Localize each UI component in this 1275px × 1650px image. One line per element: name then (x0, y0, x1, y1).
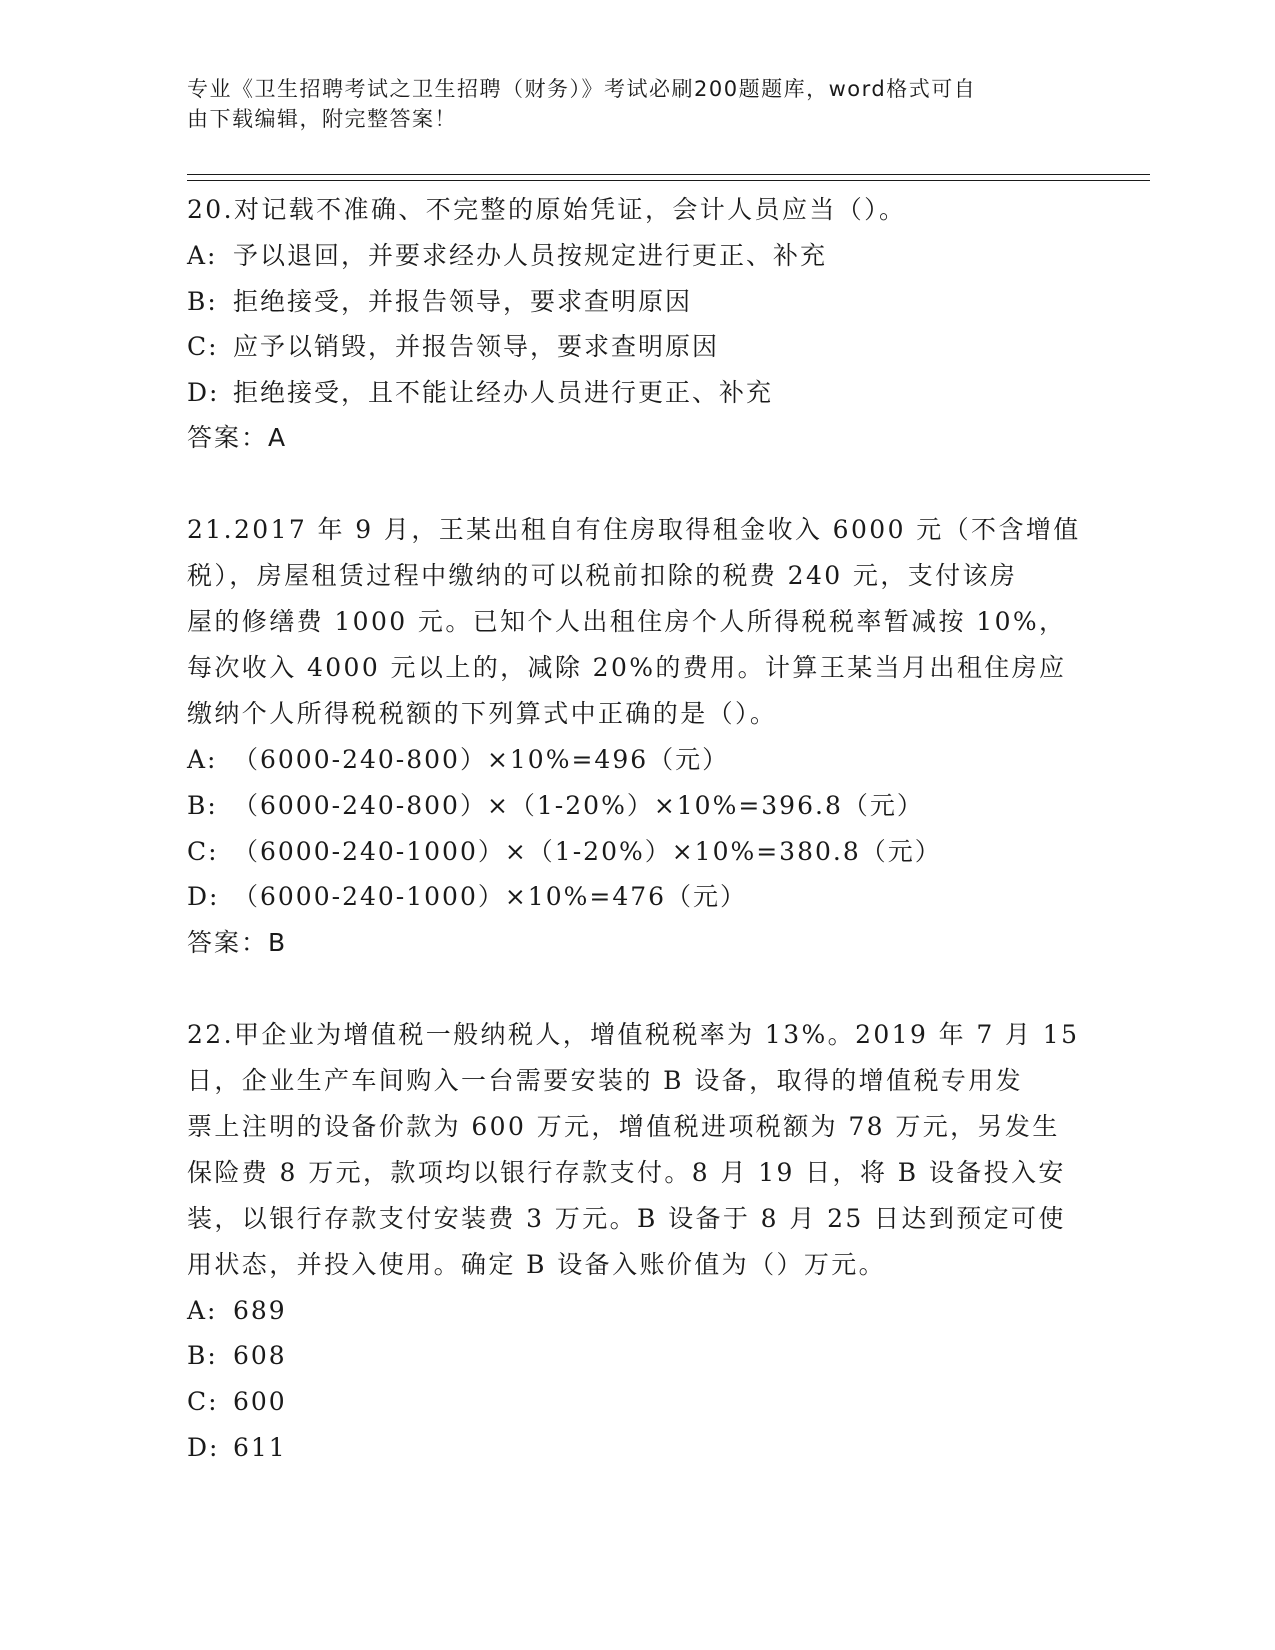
question-22 (187, 1012, 1080, 1470)
option-text: 拒绝接受，且不能让经办人员进行更正、补充 (233, 377, 774, 407)
option-text: （6000-240-800）×（1-20%）×10%=396.8（元） (233, 790, 924, 820)
option-letter: A: (187, 745, 218, 775)
option-letter: C: (187, 836, 219, 866)
option-letter: A: (187, 1295, 218, 1325)
question-text-line: 缴纳个人所得税税额的下列算式中正确的是（）。 (187, 699, 778, 729)
question-list (187, 187, 1081, 1516)
document-header (187, 74, 1067, 134)
header-divider-top (187, 174, 1150, 175)
option-text: （6000-240-1000）×10%=476（元） (233, 882, 748, 912)
question-21 (187, 507, 1081, 965)
header-line-2: 由下载编辑，附完整答案！ (187, 107, 457, 131)
option-letter: D: (187, 882, 220, 912)
option-a (187, 233, 1067, 279)
option-c (187, 829, 1067, 875)
option-d (187, 874, 1067, 920)
option-text: 应予以销毁，并报告领导，要求查明原因 (233, 332, 720, 362)
question-text-line: 屋的修缮费 1000 元。已知个人出租住房个人所得税税率暂减按 10%， (187, 607, 1067, 637)
option-text: 611 (233, 1432, 287, 1462)
option-text: （6000-240-1000）×（1-20%）×10%=380.8（元） (233, 836, 942, 866)
option-text: 拒绝接受，并报告领导，要求查明原因 (233, 286, 693, 316)
option-c (187, 324, 1067, 370)
question-text-line: 日，企业生产车间购入一台需要安装的 B 设备，取得的增值税专用发 (187, 1065, 1024, 1095)
option-text: （6000-240-800）×10%=496（元） (233, 745, 730, 775)
option-b (187, 1333, 1067, 1379)
option-letter: B: (187, 1341, 218, 1371)
question-text-line: 21.2017 年 9 月，王某出租自有住房取得租金收入 6000 元（不含增值 (187, 515, 1081, 545)
option-text: 予以退回，并要求经办人员按规定进行更正、补充 (233, 241, 828, 270)
option-b (187, 783, 1067, 829)
question-text-line: 用状态，并投入使用。确定 B 设备入账价值为（）万元。 (187, 1249, 887, 1279)
question-text-line: 保险费 8 万元，款项均以银行存款支付。8 月 19 日，将 B 设备投入安 (187, 1157, 1066, 1187)
option-letter: B: (187, 790, 218, 820)
option-letter: D: (187, 1432, 220, 1462)
question-text-line: 装，以银行存款支付安装费 3 万元。B 设备于 8 月 25 日达到预定可使 (187, 1203, 1066, 1233)
answer-label: 答案：A (187, 423, 288, 453)
question-text-line: 22.甲企业为增值税一般纳税人，增值税税率为 13%。2019 年 7 月 15 (187, 1019, 1080, 1049)
option-text: 608 (233, 1341, 287, 1371)
option-a (187, 737, 1067, 783)
option-letter: D: (187, 377, 220, 407)
header-line-1: 专业《卫生招聘考试之卫生招聘（财务）》考试必刷200题题库，word格式可自 (187, 77, 977, 101)
question-text: 20.对记载不准确、不完整的原始凭证，会计人员应当（）。 (187, 195, 907, 224)
header-divider-bottom (187, 180, 1150, 181)
option-d (187, 1425, 1067, 1471)
option-letter: A: (187, 241, 218, 270)
option-c (187, 1379, 1067, 1425)
option-letter: B: (187, 286, 218, 316)
question-text-line: 票上注明的设备价款为 600 万元，增值税进项税额为 78 万元，另发生 (187, 1111, 1060, 1141)
option-letter: C: (187, 1386, 219, 1416)
option-d (187, 370, 1067, 416)
option-text: 689 (233, 1295, 287, 1325)
question-20 (187, 187, 1067, 461)
option-letter: C: (187, 332, 219, 362)
option-text: 600 (233, 1386, 287, 1416)
option-a (187, 1288, 1067, 1334)
option-b (187, 279, 1067, 325)
question-text-line: 每次收入 4000 元以上的，减除 20%的费用。计算王某当月出租住房应 (187, 653, 1067, 683)
question-text-line: 税），房屋租赁过程中缴纳的可以税前扣除的税费 240 元，支付该房 (187, 561, 1018, 591)
answer-label: 答案：B (187, 927, 288, 957)
